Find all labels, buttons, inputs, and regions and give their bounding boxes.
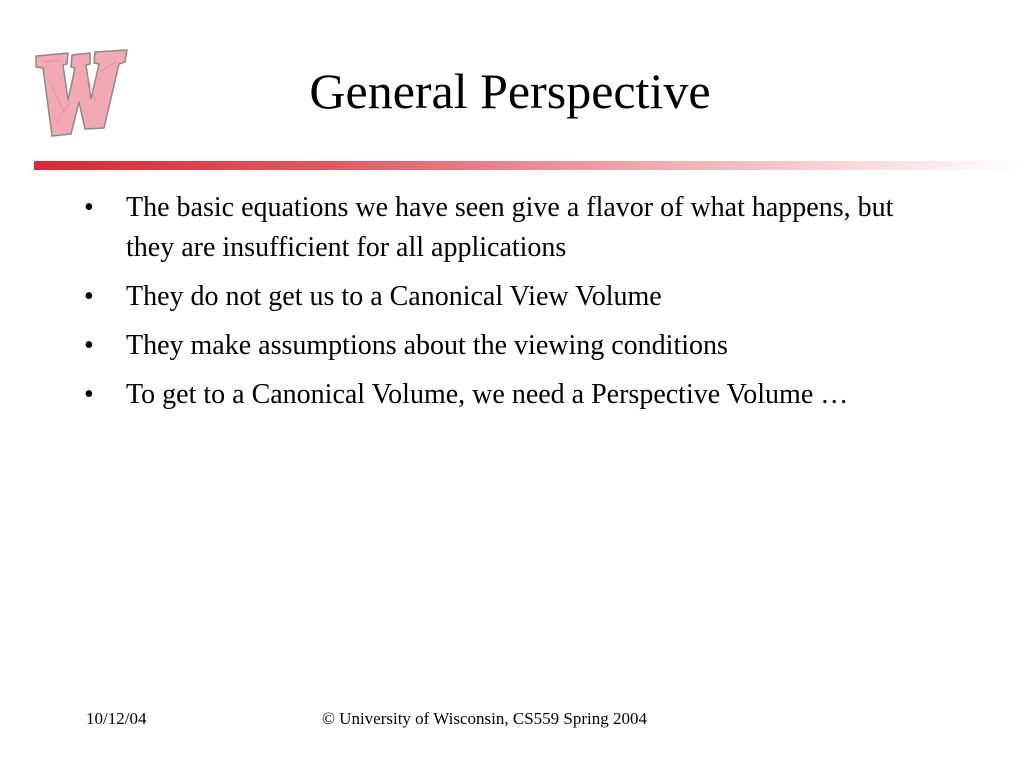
bullet-list bbox=[84, 188, 904, 424]
bullet-text: They make assumptions about the viewing conditions bbox=[126, 330, 728, 361]
bullet-text: To get to a Canonical Volume, we need a Perspective Volume … bbox=[126, 379, 849, 410]
bullet-item bbox=[84, 375, 904, 415]
bullet-marker: • bbox=[84, 281, 94, 312]
bullet-marker: • bbox=[84, 330, 94, 361]
bullet-marker: • bbox=[84, 192, 94, 223]
university-w-logo-icon bbox=[30, 42, 130, 142]
bullet-text: The basic equations we have seen give a flavor of what happens, but they are insufficient for all applications bbox=[126, 192, 894, 263]
bullet-item bbox=[84, 277, 904, 317]
bullet-text: They do not get us to a Canonical View Volume bbox=[126, 281, 662, 312]
bullet-item bbox=[84, 188, 904, 268]
footer-date: 10/12/04 bbox=[86, 709, 147, 728]
bullet-item bbox=[84, 326, 904, 366]
bullet-marker: • bbox=[84, 379, 94, 410]
footer-copyright: © University of Wisconsin, CS559 Spring 2004 bbox=[322, 709, 648, 728]
slide-title: General Perspective bbox=[309, 63, 711, 119]
title-divider bbox=[34, 161, 1024, 170]
